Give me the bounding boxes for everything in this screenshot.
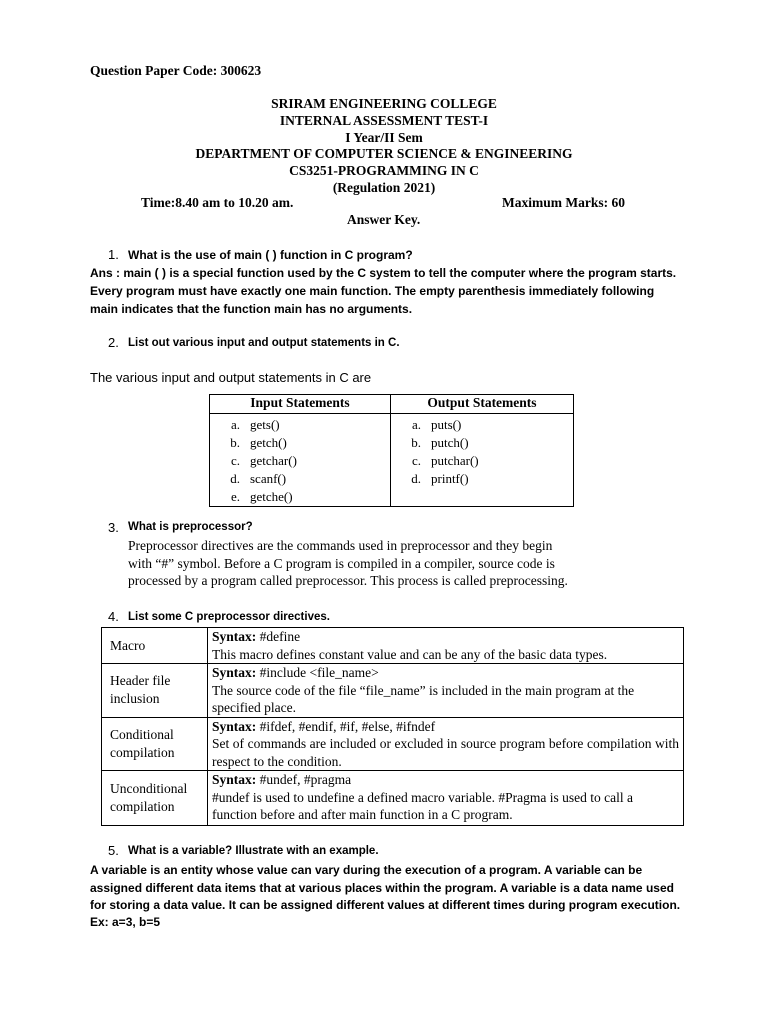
row-description: Syntax: #ifdef, #endif, #if, #else, #ifndef Set of commands are included or excluded in source program before compilation with respect to the condition. xyxy=(208,717,684,771)
output-item: d. printf() xyxy=(411,471,469,486)
table-row xyxy=(102,771,684,826)
q3-number: 3. xyxy=(108,520,119,535)
year-sem: I Year/II Sem xyxy=(345,130,423,145)
output-item: c. putchar() xyxy=(411,453,479,468)
input-item: c. getchar() xyxy=(230,453,297,468)
row-label: Unconditional compilation xyxy=(102,771,208,826)
input-list xyxy=(210,414,390,506)
regulation: (Regulation 2021) xyxy=(332,180,436,195)
table-row xyxy=(102,628,684,664)
preprocessor-table xyxy=(101,627,684,826)
q5-number: 5. xyxy=(108,843,119,858)
department: DEPARTMENT OF COMPUTER SCIENCE & ENGINEERING xyxy=(195,146,573,161)
college-name: SRIRAM ENGINEERING COLLEGE xyxy=(271,96,497,111)
output-item: a. puts() xyxy=(411,417,462,432)
q5-answer-line: assigned different data items that at various places within the program. A variable is a data name used xyxy=(90,881,674,895)
input-item: a. gets() xyxy=(230,417,280,432)
q5-answer-line: for storing a data value. It can be assigned different values at different times during program execution. xyxy=(90,898,681,912)
exam-time: Time:8.40 am to 10.20 am. xyxy=(141,195,294,210)
paper-code: Question Paper Code: 300623 xyxy=(90,63,262,78)
input-header: Input Statements xyxy=(210,395,391,414)
q1-answer-line: Ans : main ( ) is a special function used by the C system to tell the computer where the program starts. xyxy=(90,266,677,280)
answer-key-label: Answer Key. xyxy=(347,212,421,227)
output-header: Output Statements xyxy=(391,395,574,414)
test-title: INTERNAL ASSESSMENT TEST-I xyxy=(279,113,489,128)
input-cell xyxy=(210,414,391,507)
input-item: b. getch() xyxy=(230,435,287,450)
q1-answer-line: Every program must have exactly one main function. The empty parenthesis immediately following xyxy=(90,284,655,298)
q2-number: 2. xyxy=(108,335,119,350)
q1-number: 1. xyxy=(108,247,119,262)
input-item: e. getche() xyxy=(230,489,293,504)
row-description: Syntax: #include <file_name> The source code of the file “file_name” is included in the main program at the specified place. xyxy=(208,664,684,718)
max-marks: Maximum Marks: 60 xyxy=(502,195,625,210)
course-title: CS3251-PROGRAMMING IN C xyxy=(289,163,479,178)
q1-question: What is the use of main ( ) function in C program? xyxy=(128,248,413,262)
q2-intro: The various input and output statements in C are xyxy=(90,370,372,385)
input-item: d. scanf() xyxy=(230,471,287,486)
q4-number: 4. xyxy=(108,609,119,624)
q3-answer-line: processed by a program called preprocessor. This process is called preprocessing. xyxy=(128,573,568,588)
row-description: Syntax: #define This macro defines constant value and can be any of the basic data types. xyxy=(208,628,684,664)
table-row xyxy=(102,717,684,771)
q4-question: List some C preprocessor directives. xyxy=(128,611,330,623)
row-label: Conditional compilation xyxy=(102,717,208,771)
q5-answer-line: A variable is an entity whose value can vary during the execution of a program. A variable can be xyxy=(90,863,643,877)
io-statements-table xyxy=(209,394,574,507)
row-description: Syntax: #undef, #pragma #undef is used to undefine a defined macro variable. #Pragma is used to call a function before and after main function in a C program. xyxy=(208,771,684,826)
q3-answer-line: Preprocessor directives are the commands used in preprocessor and they begin xyxy=(128,538,553,553)
q5-answer-line: Ex: a=3, b=5 xyxy=(90,915,161,929)
q3-question: What is preprocessor? xyxy=(128,521,253,533)
output-item: b. putch() xyxy=(411,435,469,450)
q5-question: What is a variable? Illustrate with an example. xyxy=(128,845,379,857)
q1-answer-line: main indicates that the function main has no arguments. xyxy=(90,302,413,316)
row-label: Header file inclusion xyxy=(102,664,208,718)
table-row xyxy=(102,664,684,718)
output-cell xyxy=(391,414,574,507)
row-label: Macro xyxy=(102,628,208,664)
output-list xyxy=(391,414,573,488)
q2-question: List out various input and output statements in C. xyxy=(128,337,400,349)
q3-answer-line: with “#” symbol. Before a C program is compiled in a compiler, source code is xyxy=(128,556,555,571)
